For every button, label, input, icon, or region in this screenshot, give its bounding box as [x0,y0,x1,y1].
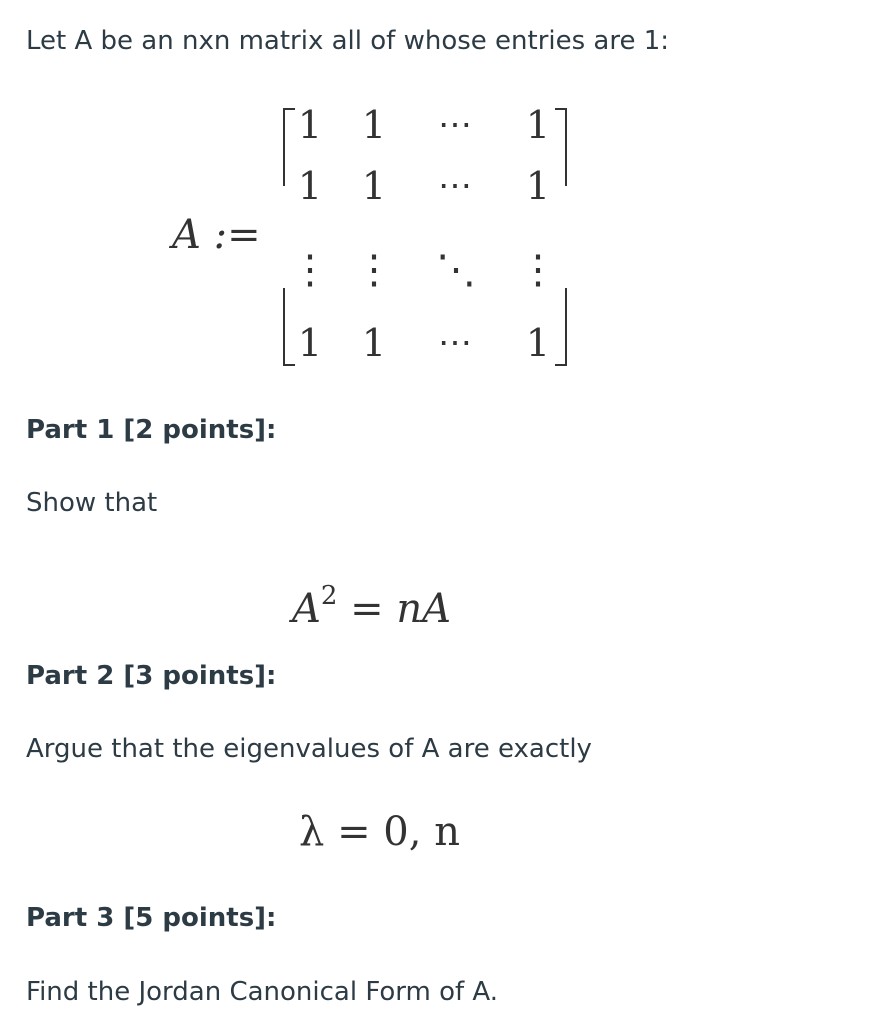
eq-rhs: = 0, n [337,809,460,855]
matrix-cell: 1 [297,321,323,365]
matrix-vdots: ⋮ [290,247,330,293]
matrix-vdots: ⋮ [354,247,394,293]
matrix-vdots: ⋮ [518,247,558,293]
eq-lhs: A [292,586,321,632]
matrix-cell: 1 [297,164,323,208]
eq-lambda: λ [299,809,325,855]
part3-text: Find the Jordan Canonical Form of A. [26,977,499,1007]
intro-text: Let A be an nxn matrix all of whose entries are 1: [26,26,670,56]
part1-heading: Part 1 [2 points]: [26,415,277,445]
part1-equation [292,572,451,633]
part1-text: Show that [26,488,158,518]
matrix-ddots: ⋱ [436,247,476,293]
matrix-cell: 1 [525,164,551,208]
matrix-cell: 1 [525,321,551,365]
part2-equation [299,808,460,856]
part2-heading: Part 2 [3 points]: [26,661,277,691]
eq-exponent: 2 [320,581,338,611]
part2-text: Argue that the eigenvalues of A are exactly [26,734,592,764]
matrix-lhs: A := [172,212,261,258]
matrix-hdots: ⋯ [438,166,474,206]
part3-heading: Part 3 [5 points]: [26,903,277,933]
matrix-cell: 1 [361,321,387,365]
matrix-cell: 1 [361,103,387,147]
eq-rhs: = nA [350,586,452,632]
matrix-hdots: ⋯ [438,105,474,145]
matrix-cell: 1 [297,103,323,147]
matrix-hdots: ⋯ [438,323,474,363]
matrix-cell: 1 [361,164,387,208]
matrix-cell: 1 [525,103,551,147]
